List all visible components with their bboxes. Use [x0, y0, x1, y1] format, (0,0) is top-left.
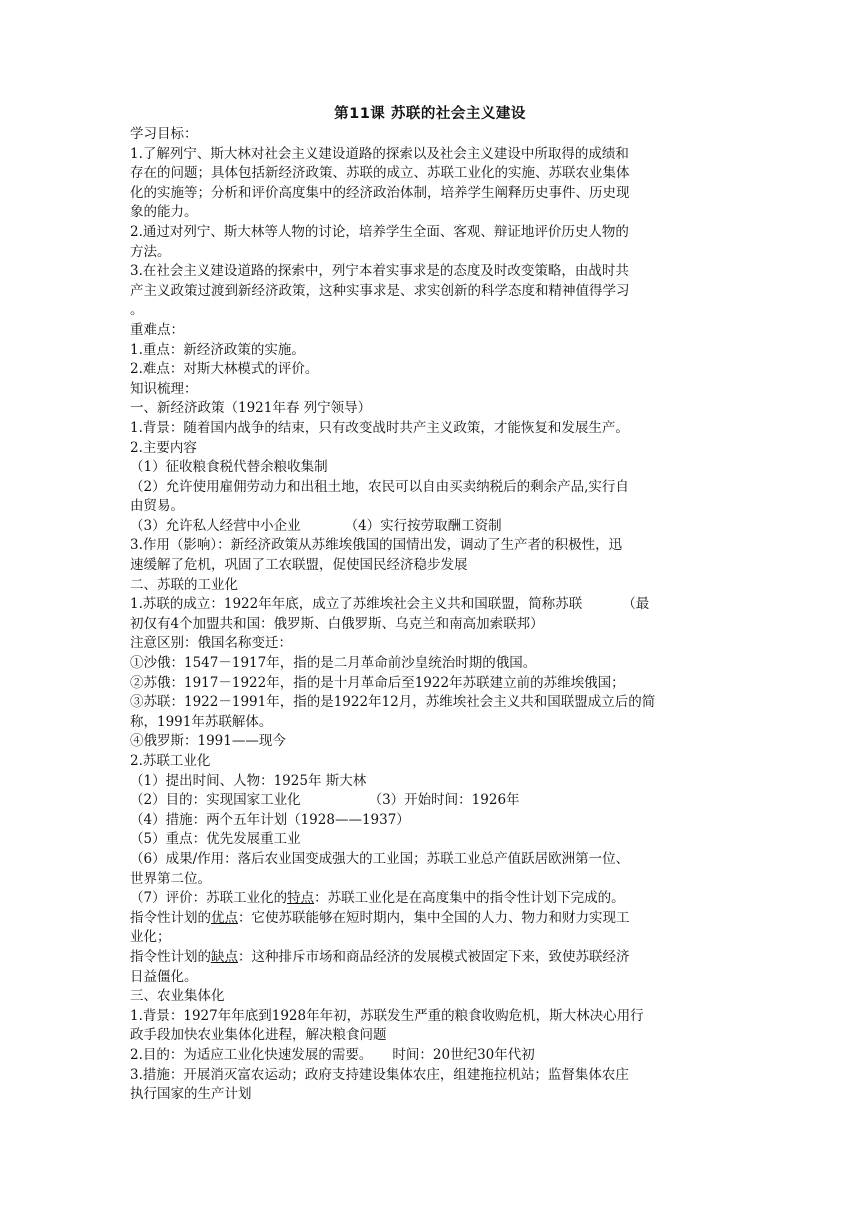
text-line: 3.措施：开展消灭富农运动；政府支持建设集体农庄，组建拖拉机站；监督集体农庄: [130, 1066, 629, 1083]
section-heading-nep: 一、新经济政策（1921年春 列宁领导）: [130, 400, 372, 417]
text-segment: 指令性计划的: [130, 909, 211, 926]
section-heading-collectivization: 三、农业集体化: [130, 988, 225, 1005]
text-segment: （7）评价：苏联工业化的: [130, 890, 288, 907]
text-segment: （2）目的：实现国家工业化: [130, 792, 301, 809]
text-line: 2.苏联工业化: [130, 753, 211, 769]
underlined-term: 特点: [287, 890, 315, 907]
text-segment: （3）开始时间：1926年: [368, 792, 520, 809]
text-segment: ：这种排斥市场和商品经济的发展模式被固定下来，致使苏联经济: [238, 948, 630, 965]
text-segment: （最: [622, 596, 650, 613]
text-line: 执行国家的生产计划: [130, 1086, 252, 1103]
text-line: 注意区别：俄国名称变迁：: [130, 635, 292, 652]
text-segment: 指令性计划的: [130, 948, 211, 965]
text-line: 1.背景：1927年年底到1928年年初，苏联发生严重的粮食收购危机，斯大林决心用行: [130, 1007, 644, 1024]
text-line: （1）提出时间、人物：1925年 斯大林: [130, 772, 367, 789]
text-line: 称，1991年苏联解体。: [130, 713, 273, 730]
text-line: 方法。: [130, 243, 171, 260]
text-line: 2.难点：对斯大林模式的评价。: [130, 361, 319, 378]
text-segment: （3）允许私人经营中小企业: [130, 517, 301, 534]
text-line: 由贸易。: [130, 498, 184, 515]
text-line: ①沙俄：1547－1917年，指的是二月革命前沙皇统治时期的俄国。: [130, 655, 537, 672]
section-heading-objectives: 学习目标：: [130, 126, 198, 142]
text-line: 政手段加快农业集体化进程，解决粮食问题: [130, 1027, 387, 1044]
text-line: （5）重点：优先发展重工业: [130, 831, 301, 848]
text-line: 业化；: [130, 929, 171, 946]
text-segment: 1.苏联的成立：1922年年底，成立了苏维埃社会主义共和国联盟，简称苏联: [130, 596, 583, 613]
document-body: [130, 125, 730, 1105]
text-segment: ：它使苏联能够在短时期内，集中全国的人力、物力和财力实现工: [238, 909, 630, 926]
page-title: 第11课 苏联的社会主义建设: [334, 106, 526, 122]
text-line: ②苏俄：1917－1922年，指的是十月革命后至1922年苏联建立前的苏维埃俄国；: [130, 674, 625, 691]
text-line: 2.通过对列宁、斯大林等人物的讨论，培养学生全面、客观、辩证地评价历史人物的: [130, 223, 629, 240]
text-line: 2.主要内容: [130, 439, 197, 456]
text-line: 日益僵化。: [130, 968, 198, 985]
text-line: （1）征收粮食税代替余粮收集制: [130, 459, 328, 476]
text-line: 3.在社会主义建设道路的探索中，列宁本着实事求是的态度及时改变策略，由战时共: [130, 263, 629, 280]
text-line: [130, 595, 730, 615]
text-line: [130, 791, 730, 811]
underlined-term: 优点: [211, 909, 238, 926]
text-line: [130, 948, 730, 968]
text-line: 1.了解列宁、斯大林对社会主义建设道路的探索以及社会主义建设中所取得的成绩和: [130, 145, 629, 162]
text-line: [130, 517, 730, 537]
text-line: [130, 1046, 730, 1066]
text-line: 。: [130, 302, 144, 319]
text-line: 1.重点：新经济政策的实施。: [130, 341, 305, 358]
text-line: 3.作用（影响）：新经济政策从苏维埃俄国的国情出发，调动了生产者的积极性，迅: [130, 537, 623, 554]
text-line: [130, 909, 730, 929]
text-segment: ：苏联工业化是在高度集中的指令性计划下完成的。: [314, 890, 625, 907]
text-line: [130, 889, 730, 909]
section-heading-industrialization: 二、苏联的工业化: [130, 576, 238, 593]
text-line: 存在的问题；具体包括新经济政策、苏联的成立、苏联工业化的实施、苏联农业集体: [130, 165, 630, 182]
text-line: 化的实施等；分析和评价高度集中的经济政治体制，培养学生阐释历史事件、历史现: [130, 184, 630, 201]
section-heading-key-points: 重难点：: [130, 321, 184, 338]
text-segment: 时间：20世纪30年代初: [392, 1046, 535, 1063]
text-line: （6）成果/作用：落后农业国变成强大的工业国；苏联工业总产值跃居欧洲第一位、: [130, 850, 630, 867]
text-line: （4）措施：两个五年计划（1928——1937）: [130, 811, 410, 828]
text-line: 初仅有4个加盟共和国：俄罗斯、白俄罗斯、乌克兰和南高加索联邦）: [130, 615, 544, 632]
text-line: 世界第二位。: [130, 870, 211, 887]
section-heading-knowledge: 知识梳理：: [130, 380, 198, 397]
text-line: ③苏联：1922－1991年，指的是1922年12月，苏维埃社会主义共和国联盟成立后的简: [130, 694, 656, 711]
text-segment: （4）实行按劳取酬工资制: [344, 517, 502, 534]
text-line: 产主义政策过渡到新经济政策，这种实事求是、求实创新的科学态度和精神值得学习: [130, 282, 630, 299]
text-line: 象的能力。: [130, 204, 198, 221]
underlined-term: 缺点: [211, 948, 238, 965]
text-line: ④俄罗斯：1991——现今: [130, 733, 286, 750]
text-line: 速缓解了危机，巩固了工农联盟，促使国民经济稳步发展: [130, 557, 468, 574]
text-segment: 2.目的：为适应工业化快速发展的需要。: [130, 1046, 373, 1063]
text-line: （2）允许使用雇佣劳动力和出租土地，农民可以自由买卖纳税后的剩余产品,实行自: [130, 478, 629, 495]
text-line: 1.背景：随着国内战争的结束，只有改变战时共产主义政策，才能恢复和发展生产。: [130, 419, 629, 436]
